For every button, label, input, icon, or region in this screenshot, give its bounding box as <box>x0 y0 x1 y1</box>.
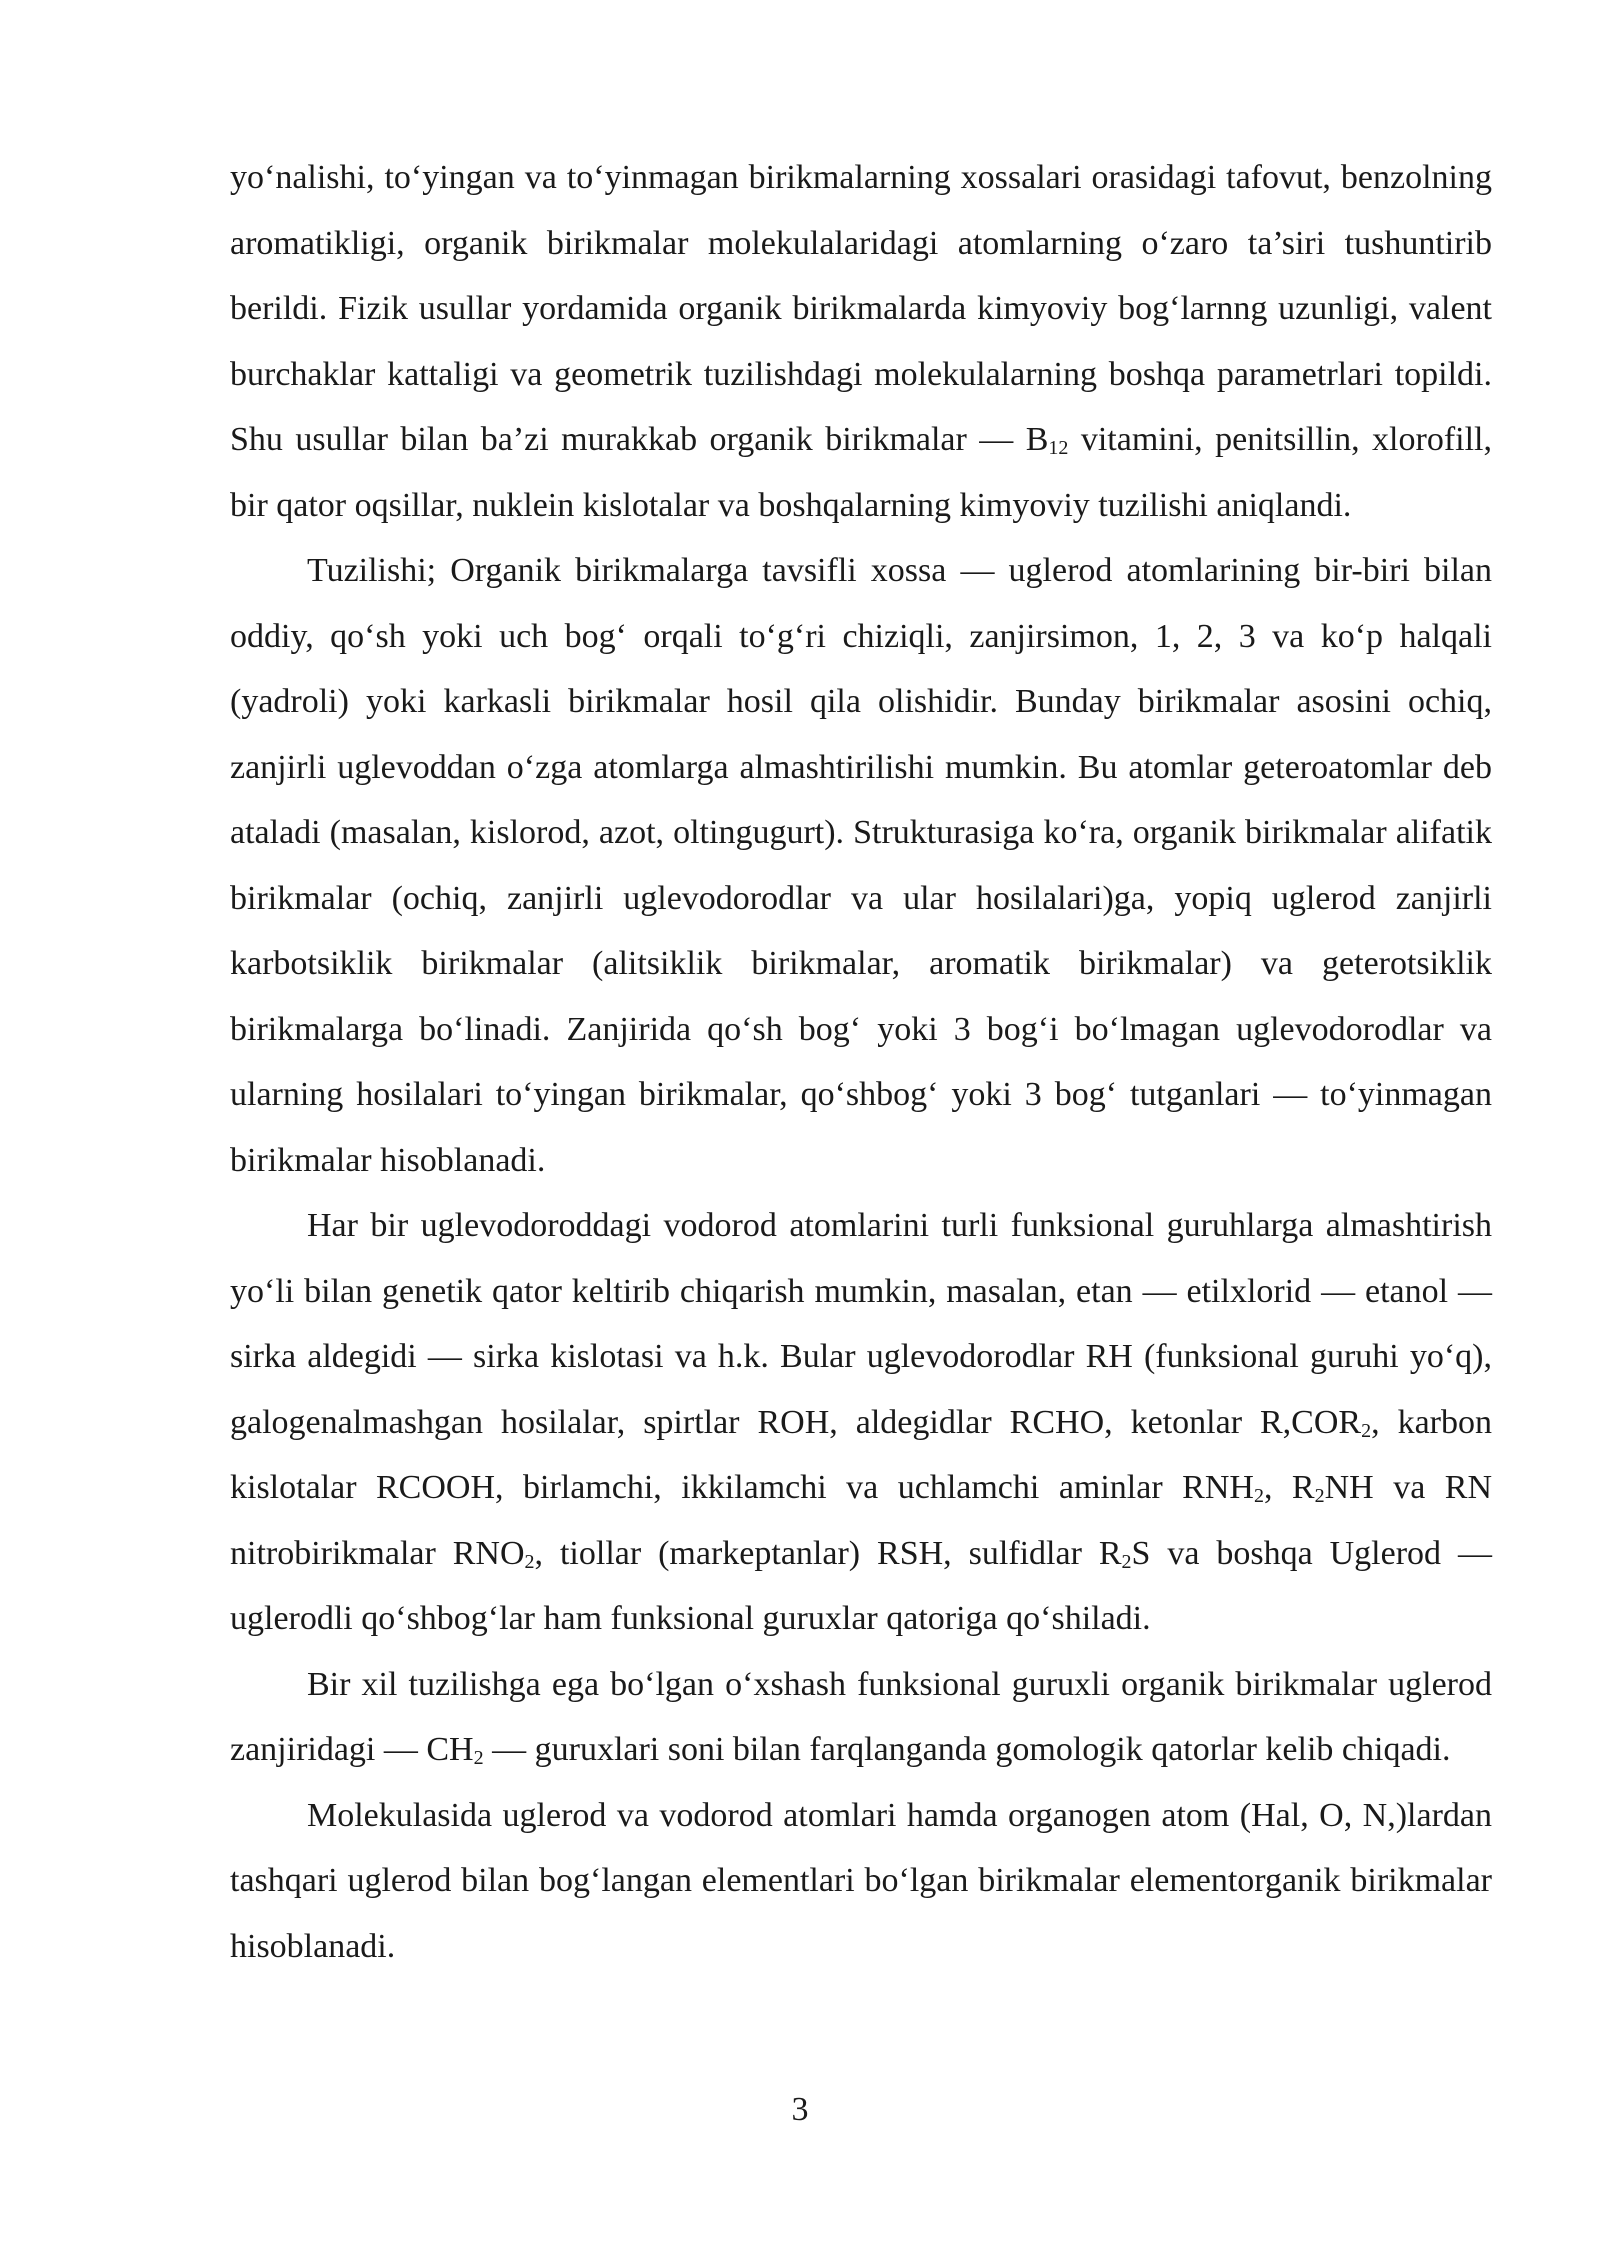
text-run: Molekulasida uglerod va vodorod atomlari hamda organogen atom (Hal, O, N,)lardan tashqari uglerod bilan bog‘langan elementlari bo‘lgan birikmalar elementorganik birikmalar hisoblanadi. <box>230 1796 1492 1965</box>
text-run: S va boshqa Uglerod — uglerodli qo‘shbog‘lar ham funksional guruxlar qatoriga qo‘shiladi. <box>230 1534 1492 1637</box>
subscript: 2 <box>1253 1485 1264 1507</box>
paragraph-1 <box>230 145 1492 538</box>
text-run: , karbon kislotalar RCOOH, birlamchi, ikkilamchi va uchlamchi aminlar RNH <box>230 1403 1492 1506</box>
text-run: yo‘nalishi, to‘yingan va to‘yinmagan birikmalarning xossalari orasidagi tafovut, benzolning aromatikligi, organik birikmalar molekulalaridagi atomlarning o‘zaro ta’siri tushuntirib berildi. Fizik usullar yordamida organik birikmalarda kimyoviy bog‘larnng uzunligi, valent burchaklar kattaligi va geometrik tuzilishdagi molekulalarning boshqa parametrlari topildi. Shu usullar bilan ba’zi murakkab organik birikmalar — B <box>230 159 1492 458</box>
subscript: 2 <box>1361 1419 1372 1442</box>
subscript: 2 <box>1121 1550 1132 1573</box>
subscript: 2 <box>1314 1485 1325 1507</box>
text-run: Har bir uglevodoroddagi vodorod atomlarini turli funksional guruhlarga almashtirish yo‘li bilan genetik qator keltirib chiqarish mumkin, masalan, etan — etilxlorid — etanol — sirka aldegidi — sirka kislotasi va h.k. Bular uglevodorodlar RH (funksional guruhi yo‘q), galogenalmashgan hosilalar, spirtlar ROH, aldegidlar RCHO, ketonlar R,COR <box>230 1207 1492 1441</box>
text-run: Tuzilishi; Organik birikmalarga tavsifli xossa — uglerod atomlarining bir-biri bilan oddiy, qo‘sh yoki uch bog‘ orqali to‘g‘ri chiziqli, zanjirsimon, 1, 2, 3 va ko‘p halqali (yadroli) yoki karkasli birikmalar hosil qila olishidir. Bunday birikmalar asosini ochiq, zanjirli uglevoddan o‘zga atomlarga almashtirilishi mumkin. Bu atomlar geteroatomlar deb ataladi (masalan, kislorod, azot, oltingugurt). Strukturasiga ko‘ra, organik birikmalar alifatik birikmalar (ochiq, zanjirli uglevodorodlar va ular hosilalari)ga, yopiq uglerod zanjirli karbotsiklik birikmalar (alitsiklik birikmalar, aromatik birikmalar) va geterotsiklik birikmalarga bo‘linadi. Zanjirida qo‘sh bog‘ yoki 3 bog‘i bo‘lmagan uglevodorodlar va ularning hosilalari to‘yingan birikmalar, qo‘shbog‘ yoki 3 bog‘ tutganlari — to‘yinmagan birikmalar hisoblanadi. <box>230 552 1492 1179</box>
text-run: , tiollar (markeptanlar) RSH, sulfidlar R <box>534 1534 1122 1572</box>
subscript: 2 <box>524 1550 535 1573</box>
text-run: , R <box>1263 1469 1315 1506</box>
text-run: Bir xil tuzilishga ega bo‘lgan o‘xshash funksional guruxli organik birikmalar uglerod zanjiridagi — CH <box>230 1665 1492 1768</box>
text-run: vitamini, penitsillin, xlorofill, bir qator oqsillar, nuklein kislotalar va boshqalarning kimyoviy tuzilishi aniqlandi. <box>230 421 1492 524</box>
paragraph-3 <box>230 1193 1492 1652</box>
paragraph-2 <box>230 538 1492 1193</box>
paragraph-5 <box>230 1783 1492 1980</box>
text-run: — guruxlari soni bilan farqlanganda gomologik qatorlar kelib chiqadi. <box>483 1731 1451 1768</box>
subscript: 2 <box>473 1747 484 1769</box>
document-page <box>230 145 1492 1979</box>
paragraph-4 <box>230 1652 1492 1783</box>
subscript: 12 <box>1048 437 1069 459</box>
text-run: NH va RN nitrobirikmalar RNO <box>230 1469 1492 1572</box>
page-number: 3 <box>791 2091 809 2128</box>
